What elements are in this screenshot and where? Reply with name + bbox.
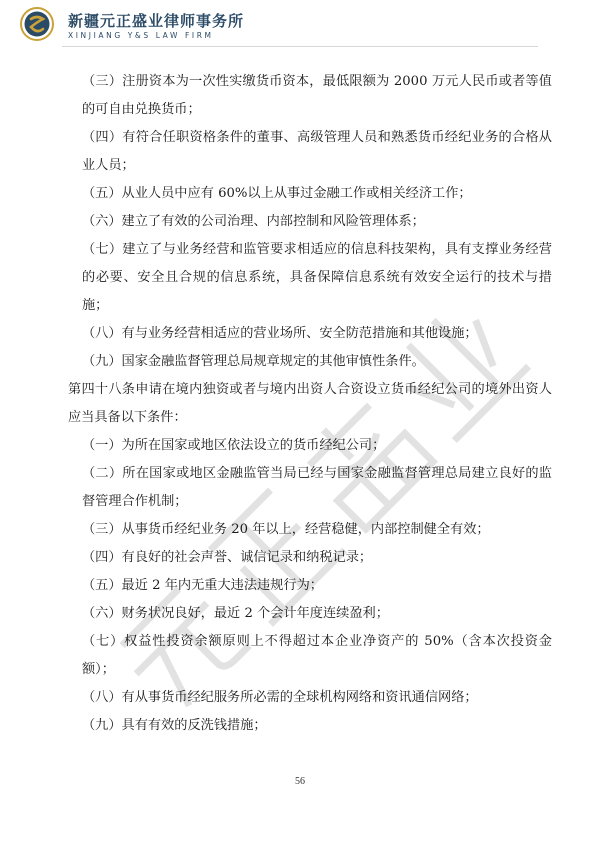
paragraph: （七）建立了与业务经营和监管要求相适应的信息科技架构，具有支撑业务经营的必要、安全且合规的信息系统，具备保障信息系统有效安全运行的技术与措施；	[82, 242, 552, 313]
paragraph: （五）从业人员中应有 60%以上从事过金融工作或相关经济工作；	[82, 186, 472, 201]
firm-name-cn: 新疆元正盛业律师事务所	[68, 12, 245, 30]
header-divider	[62, 46, 538, 47]
firm-name-en: XINJIANG Y&S LAW FIRM	[68, 31, 214, 40]
paragraph: （九）国家金融监督管理总局规章规定的其他审慎性条件。	[82, 354, 425, 369]
paragraph: （七）权益性投资余额原则上不得超过本企业净资产的 50%（含本次投资金额）；	[82, 634, 552, 677]
paragraph: （六）建立了有效的公司治理、内部控制和风险管理体系；	[82, 214, 425, 229]
firm-logo-icon	[20, 7, 54, 41]
paragraph: （八）有与业务经营相适应的营业场所、安全防范措施和其他设施；	[82, 326, 478, 341]
page-number: 56	[295, 776, 305, 787]
paragraph: （二）所在国家或地区金融监管当局已经与国家金融监督管理总局建立良好的监督管理合作机制；	[82, 466, 552, 509]
paragraph: （四）有良好的社会声誉、诚信记录和纳税记录；	[82, 550, 373, 565]
paragraph: （一）为所在国家或地区依法设立的货币经纪公司；	[82, 438, 386, 453]
paragraph: （四）有符合任职资格条件的董事、高级管理人员和熟悉货币经纪业务的合格从业人员；	[82, 130, 552, 173]
document-body	[68, 68, 552, 740]
paragraph: （六）财务状况良好，最近 2 个会计年度连续盈利；	[82, 606, 389, 621]
paragraph: （三）从事货币经纪业务 20 年以上，经营稳健，内部控制健全有效；	[82, 522, 490, 537]
paragraph: （九）具有有效的反洗钱措施；	[82, 718, 267, 733]
paragraph: （八）有从事货币经纪服务所必需的全球机构网络和资讯通信网络；	[82, 690, 478, 705]
paragraph: （三）注册资本为一次性实缴货币资本，最低限额为 2000 万元人民币或者等值的可自由兑换货币；	[82, 74, 552, 117]
paragraph: （五）最近 2 年内无重大违法违规行为；	[82, 578, 323, 593]
page-header	[12, 4, 592, 44]
article-heading-paragraph: 第四十八条申请在境内独资或者与境内出资人合资设立货币经纪公司的境外出资人应当具备以下条件：	[68, 382, 552, 425]
